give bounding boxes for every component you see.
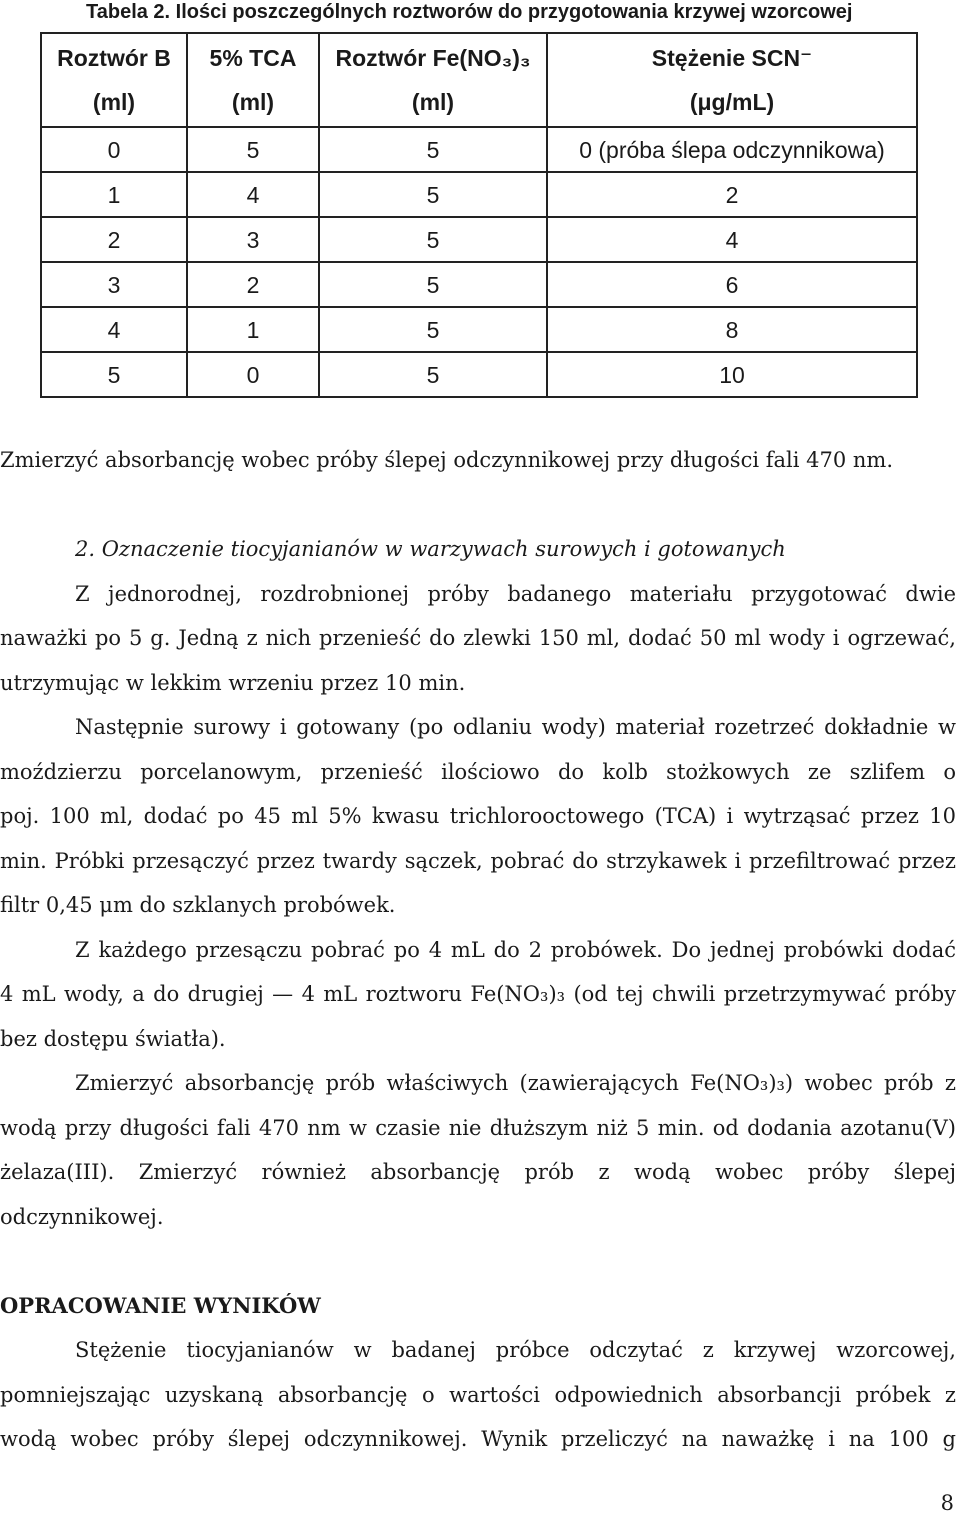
table-cell: 5 — [319, 262, 547, 307]
header-cell: Stężenie SCN⁻ (μg/mL) — [547, 33, 917, 127]
paragraph-line: min. Próbki przesączyć przez twardy sączek, pobrać do strzykawek i przefiltrować przez — [0, 849, 956, 873]
table-caption: Tabela 2. Ilości poszczególnych roztworów do przygotowania krzywej wzorcowej — [86, 1, 853, 23]
table-cell: 2 — [41, 217, 187, 262]
paragraph-line: żelaza(III). Zmierzyć również absorbancję prób z wodą wobec próby ślepej — [0, 1160, 956, 1184]
section-title: 2. Oznaczenie tiocyjanianów w warzywach surowych i gotowanych — [75, 537, 786, 561]
paragraph-line: utrzymując w lekkim wrzeniu przez 10 min. — [0, 671, 466, 695]
paragraph-line: moździerzu porcelanowym, przenieść ilościowo do kolb stożkowych ze szlifem o — [0, 760, 956, 784]
standard-curve-table — [40, 32, 918, 398]
table-cell: 5 — [187, 127, 319, 172]
table-row — [41, 307, 917, 352]
table-cell: 4 — [187, 172, 319, 217]
paragraph-line: wodą wobec próby ślepej odczynnikowej. Wynik przeliczyć na naważkę i na 100 g — [0, 1427, 956, 1451]
table-row — [41, 172, 917, 217]
paragraph-line: naważki po 5 g. Jedną z nich przenieść do zlewki 150 ml, dodać 50 ml wody i ogrzewać, — [0, 626, 956, 650]
table-row — [41, 352, 917, 397]
paragraph-line: Z każdego przesączu pobrać po 4 mL do 2 probówek. Do jednej probówki dodać — [75, 938, 956, 962]
table-cell: 5 — [319, 217, 547, 262]
table-cell: 0 — [41, 127, 187, 172]
paragraph-line: Stężenie tiocyjanianów w badanej próbce odczytać z krzywej wzorcowej, — [75, 1338, 956, 1362]
table-cell: 3 — [187, 217, 319, 262]
table-row — [41, 127, 917, 172]
paragraph-line: wodą przy długości fali 470 nm w czasie nie dłuższym niż 5 min. od dodania azotanu(V) — [0, 1116, 956, 1140]
table-cell: 5 — [319, 127, 547, 172]
table-cell: 4 — [547, 217, 917, 262]
paragraph-line: filtr 0,45 μm do szklanych probówek. — [0, 893, 396, 917]
paragraph-line: poj. 100 ml, dodać po 45 ml 5% kwasu trichlorooctowego (TCA) i wytrząsać przez 10 — [0, 804, 956, 828]
measurement-note: Zmierzyć absorbancję wobec próby ślepej odczynnikowej przy długości fali 470 nm. — [0, 448, 893, 472]
table-cell: 2 — [547, 172, 917, 217]
table-cell: 5 — [319, 352, 547, 397]
table-cell: 1 — [41, 172, 187, 217]
paragraph-line: 4 mL wody, a do drugiej — 4 mL roztworu Fe(NO₃)₃ (od tej chwili przetrzymywać próby — [0, 982, 956, 1006]
results-heading: OPRACOWANIE WYNIKÓW — [0, 1293, 321, 1318]
table-cell: 8 — [547, 307, 917, 352]
table-cell: 4 — [41, 307, 187, 352]
table-cell: 6 — [547, 262, 917, 307]
paragraph-line: Zmierzyć absorbancję prób właściwych (zawierających Fe(NO₃)₃) wobec prób z — [75, 1071, 956, 1095]
paragraph-line: bez dostępu światła). — [0, 1027, 226, 1051]
header-cell: Roztwór Fe(NO₃)₃ (ml) — [319, 33, 547, 127]
table-cell: 5 — [319, 307, 547, 352]
table-cell: 3 — [41, 262, 187, 307]
paragraph-line: Z jednorodnej, rozdrobnionej próby badanego materiału przygotować dwie — [75, 582, 956, 606]
paragraph-line: pomniejszając uzyskaną absorbancję o wartości odpowiednich absorbancji próbek z — [0, 1383, 956, 1407]
table-cell: 2 — [187, 262, 319, 307]
table-row — [41, 217, 917, 262]
paragraph-line: Następnie surowy i gotowany (po odlaniu wody) materiał rozetrzeć dokładnie w — [75, 715, 956, 739]
table-cell: 10 — [547, 352, 917, 397]
table-cell: 1 — [187, 307, 319, 352]
paragraph-line: odczynnikowej. — [0, 1205, 164, 1229]
header-cell: Roztwór B (ml) — [41, 33, 187, 127]
table-cell: 0 (próba ślepa odczynnikowa) — [547, 127, 917, 172]
table-cell: 5 — [41, 352, 187, 397]
table-cell: 0 — [187, 352, 319, 397]
table-header-row — [41, 33, 917, 127]
table-row — [41, 262, 917, 307]
table-cell: 5 — [319, 172, 547, 217]
header-cell: 5% TCA (ml) — [187, 33, 319, 127]
page-number: 8 — [940, 1491, 954, 1515]
